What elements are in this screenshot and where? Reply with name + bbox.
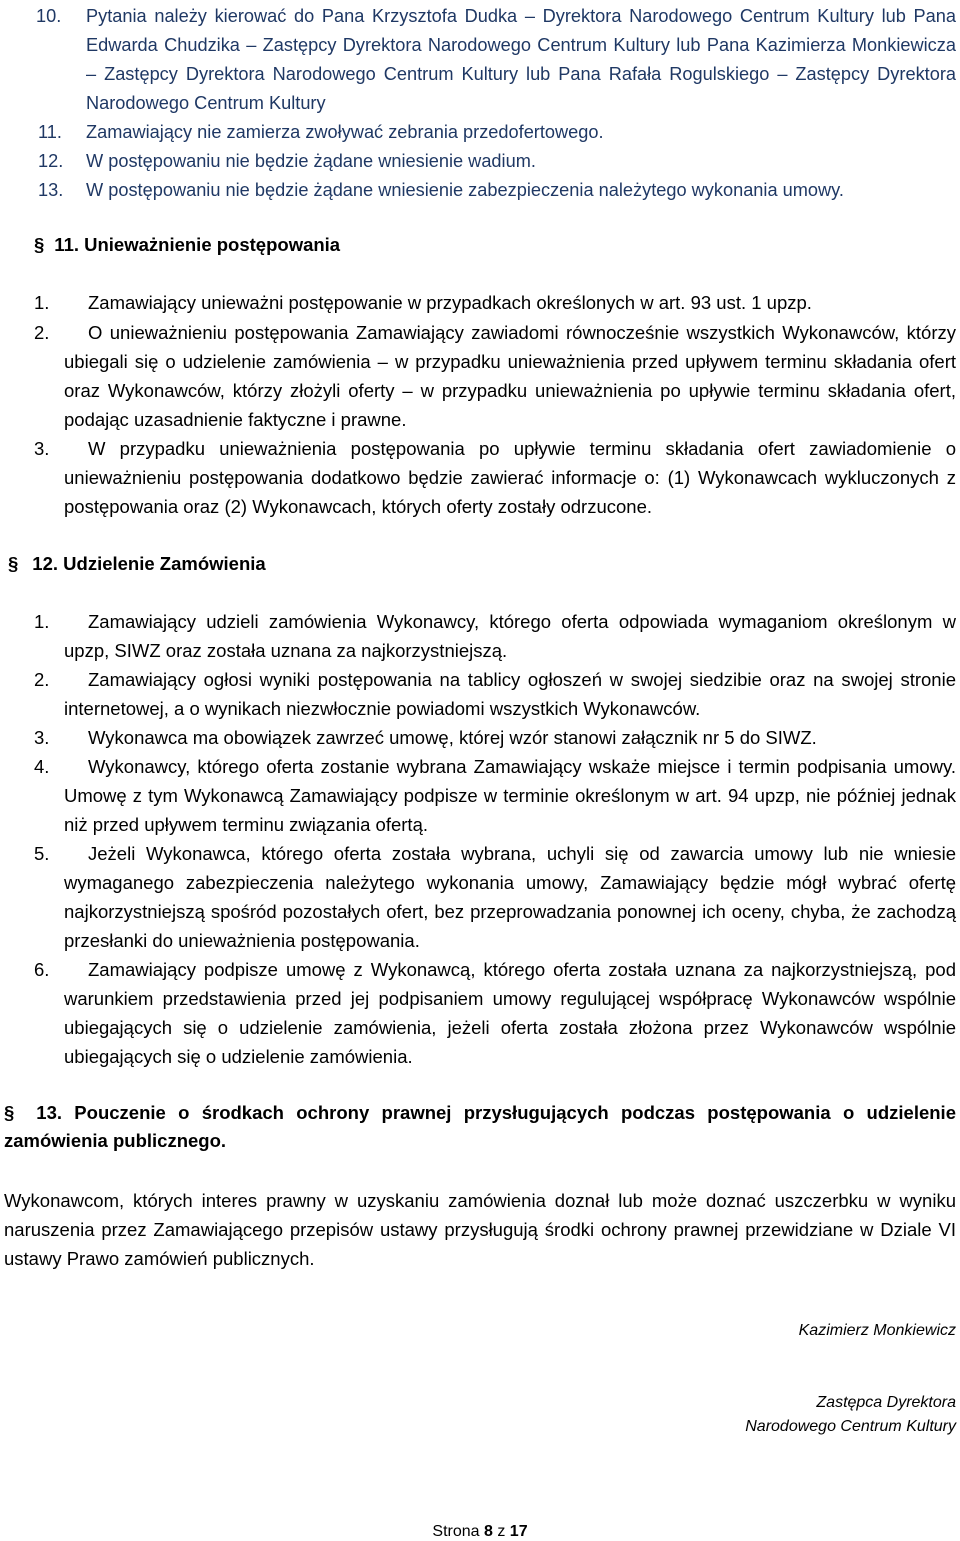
footer-prefix: Strona <box>432 1523 480 1540</box>
item-text: Jeżeli Wykonawca, którego oferta została wybrana, uchyli się od zawarcia umowy lub nie wniesie wymaganego zabezpieczenia należytego wykonania umowy, Zamawiający będzie mógł wybrać ofertę najkorzystniejszą spośród pozostałych ofert, bez przeprowadzania ponownej ich oceny, chyba, że zachodzą przesłanki do unieważnienia postępowania. <box>64 843 956 951</box>
footer-separator: z <box>497 1523 506 1540</box>
section-heading <box>8 550 266 578</box>
item-text: Zamawiający ogłosi wyniki postępowania na tablicy ogłoszeń w swojej siedzibie oraz na swojej stronie internetowej, a o wynikach niezwłocznie powiadomi wszystkich Wykonawców. <box>64 669 956 719</box>
item-number: 10. <box>36 6 62 26</box>
item-number: 12. <box>38 151 64 171</box>
section-paragraph <box>4 1186 956 1273</box>
item-text: Wykonawcy, którego oferta zostanie wybrana Zamawiający wskaże miejsce i termin podpisania umowy. Umowę z tym Wykonawcą Zamawiający podpisze w terminie określonym w art. 94 upzp, nie później jednak niż przed upływem terminu związania ofertą. <box>64 756 956 835</box>
paragraph-symbol: § <box>4 1102 15 1123</box>
item-number: 2. <box>34 669 50 690</box>
item-text: Zamawiający nie zamierza zwoływać zebrania przedofertowego. <box>86 122 604 142</box>
item-number: 1. <box>34 292 50 313</box>
list-item <box>34 752 956 839</box>
list-item <box>38 2 956 118</box>
item-number: 4. <box>34 756 50 777</box>
list-item <box>34 839 956 955</box>
list-item <box>34 723 956 752</box>
signature-name: Kazimierz Monkiewicz <box>798 1322 956 1339</box>
paragraph-symbol: § <box>34 234 45 255</box>
section-heading <box>34 231 340 259</box>
item-number: 13. <box>38 180 64 200</box>
item-number: 5. <box>34 843 50 864</box>
list-item <box>34 665 956 723</box>
section-heading <box>4 1099 956 1155</box>
item-text: Zamawiający udzieli zamówienia Wykonawcy, którego oferta odpowiada wymaganiom określonym w upzp, SIWZ oraz została uznana za najkorzystniejszą. <box>64 611 956 661</box>
item-text: Zamawiający unieważni postępowanie w przypadkach określonych w art. 93 ust. 1 upzp. <box>88 292 812 313</box>
page-total: 17 <box>509 1523 528 1540</box>
signature-title-line2: Narodowego Centrum Kultury <box>745 1418 956 1435</box>
paragraph-symbol: § <box>8 553 19 574</box>
list-item <box>34 607 956 665</box>
page-footer <box>0 1523 960 1541</box>
section-title: 12. Udzielenie Zamówienia <box>32 553 266 574</box>
item-text: Zamawiający podpisze umowę z Wykonawcą, którego oferta została uznana za najkorzystniejszą, pod warunkiem przedstawienia przed jej podpisaniem umowy regulującej współpracę Wykonawców wspólnie ubiegających się o udzielenie zamówienia, jeżeli oferta została złożona przez Wykonawców wspólnie ubiegających się o udzielenie zamówienia. <box>64 959 956 1067</box>
list-item <box>38 118 956 147</box>
list-item <box>38 147 956 176</box>
item-text: W postępowaniu nie będzie żądane wniesienie zabezpieczenia należytego wykonania umowy. <box>86 180 844 200</box>
section-title: 11. Unieważnienie postępowania <box>54 234 341 255</box>
paragraph-text: Wykonawcom, których interes prawny w uzyskaniu zamówienia doznał lub może doznać uszczerbku w wyniku naruszenia przez Zamawiającego przepisów ustawy przysługują środki ochrony prawnej przewidziane w Dziale VI ustawy Prawo zamówień publicznych. <box>4 1190 956 1269</box>
list-item <box>38 176 956 205</box>
signature-title-line1: Zastępca Dyrektora <box>816 1394 956 1411</box>
item-number: 1. <box>34 611 50 632</box>
item-number: 6. <box>34 959 50 980</box>
list-item <box>34 288 956 317</box>
item-number: 2. <box>34 322 50 343</box>
list-item <box>34 955 956 1071</box>
item-number: 11. <box>38 122 62 142</box>
item-number: 3. <box>34 438 50 459</box>
item-text: W postępowaniu nie będzie żądane wniesienie wadium. <box>86 151 536 171</box>
page-number: 8 <box>483 1523 493 1540</box>
list-item <box>34 318 956 434</box>
item-number: 3. <box>34 727 50 748</box>
section-title: 13. Pouczenie o środkach ochrony prawnej przysługujących podczas postępowania o udzielenie zamówienia publicznego. <box>4 1102 956 1151</box>
list-item <box>34 434 956 521</box>
item-text: Pytania należy kierować do Pana Krzysztofa Dudka – Dyrektora Narodowego Centrum Kultury lub Pana Edwarda Chudzika – Zastępcy Dyrektora Narodowego Centrum Kultury lub Pana Kazimierza Monkiewicza – Zastępcy Dyrektora Narodowego Centrum Kultury lub Pana Rafała Rogulskiego – Zastępcy Dyrektora Narodowego Centrum Kultury <box>86 6 956 113</box>
item-text: Wykonawca ma obowiązek zawrzeć umowę, której wzór stanowi załącznik nr 5 do SIWZ. <box>88 727 817 748</box>
item-text: W przypadku unieważnienia postępowania po upływie terminu składania ofert zawiadomienie o unieważnieniu postępowania dodatkowo będzie zawierać informacje o: (1) Wykonawcach wykluczonych z postępowania oraz (2) Wykonawcach, których oferty zostały odrzucone. <box>64 438 956 517</box>
item-text: O unieważnieniu postępowania Zamawiający zawiadomi równocześnie wszystkich Wykonawców, którzy ubiegali się o udzielenie zamówienia – w przypadku unieważnienia przed upływem terminu składania ofert oraz Wykonawców, którzy złożyli oferty – w przypadku unieważnienia po upływie terminu składania ofert, podając uzasadnienie faktyczne i prawne. <box>64 322 956 430</box>
